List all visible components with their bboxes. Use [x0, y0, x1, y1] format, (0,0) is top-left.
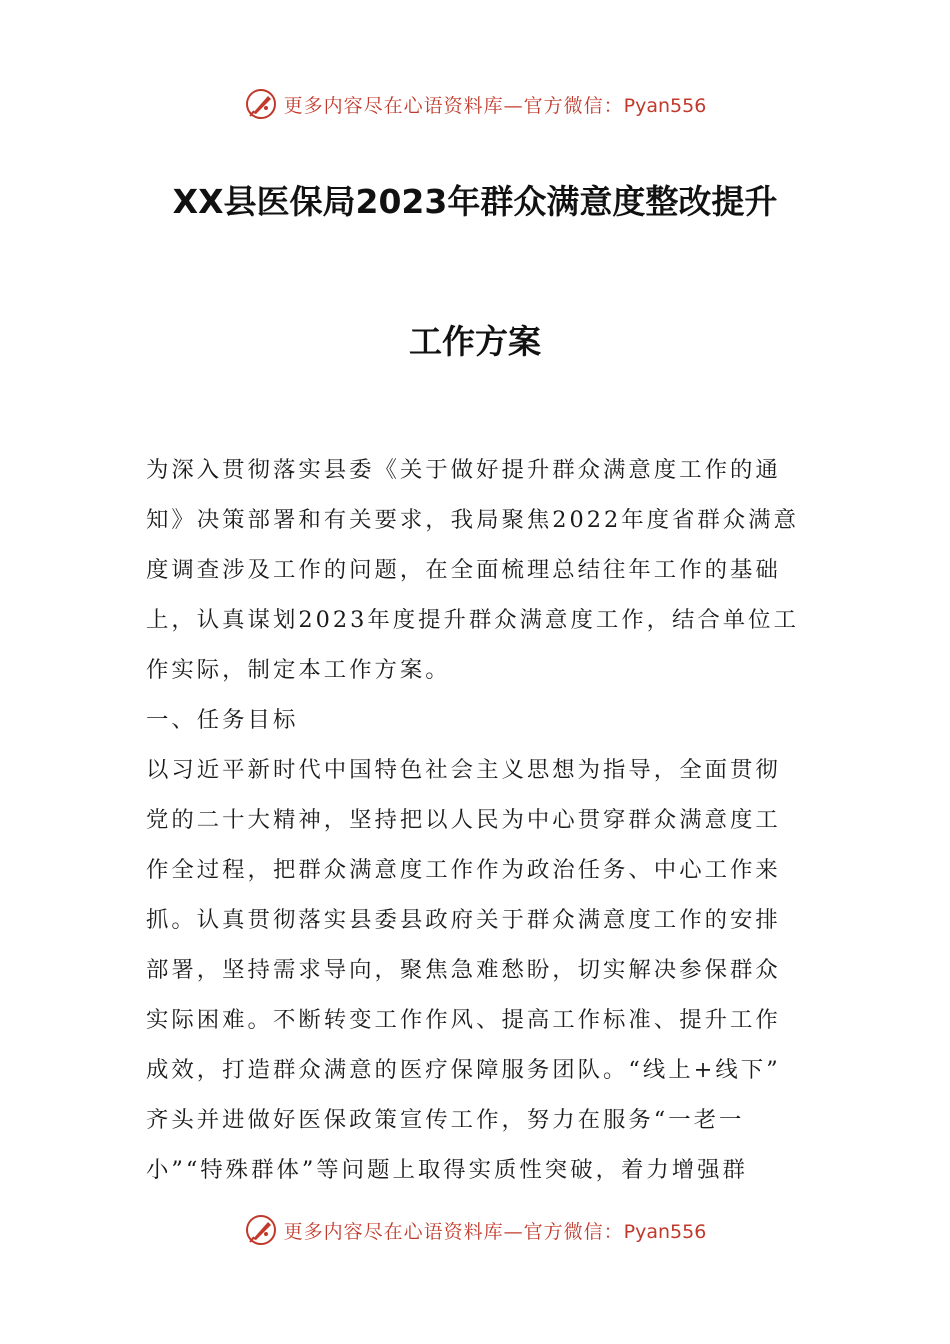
watermark-wechat-id: Pyan556: [623, 94, 707, 117]
body-line: 作实际，制定本工作方案。: [146, 657, 451, 683]
body-line: 部署，坚持需求导向，聚焦急难愁盼，切实解决参保群众: [146, 957, 781, 983]
body-line: 作全过程，把群众满意度工作作为政治任务、中心工作来: [146, 857, 781, 883]
quill-logo-icon: [244, 1213, 278, 1247]
watermark-footer: [0, 1210, 950, 1250]
body-line: 知》决策部署和有关要求，我局聚焦2022年度省群众满意: [146, 507, 799, 533]
watermark-text: [284, 91, 707, 118]
watermark-text: [284, 1217, 707, 1244]
section-heading: 一、任务目标: [146, 707, 299, 733]
body-line: 度调查涉及工作的问题，在全面梳理总结往年工作的基础: [146, 557, 781, 583]
body-line: 上，认真谋划2023年度提升群众满意度工作，结合单位工: [146, 607, 799, 633]
document-title-line-2: 工作方案: [409, 322, 541, 361]
body-line: 成效，打造群众满意的医疗保障服务团队。“线上+线下”: [146, 1057, 781, 1083]
document-body: [146, 445, 806, 1195]
watermark-header: [0, 84, 950, 124]
body-line: 抓。认真贯彻落实县委县政府关于群众满意度工作的安排: [146, 907, 781, 933]
body-line: 实际困难。不断转变工作作风、提高工作标准、提升工作: [146, 1007, 781, 1033]
document-title-line-1: XX县医保局2023年群众满意度整改提升: [172, 182, 778, 221]
quill-logo-icon: [244, 87, 278, 121]
watermark-label: 更多内容尽在心语资料库—官方微信：: [283, 94, 624, 117]
watermark-label: 更多内容尽在心语资料库—官方微信：: [283, 1220, 624, 1243]
body-line: 以习近平新时代中国特色社会主义思想为指导，全面贯彻: [146, 757, 781, 783]
body-line: 党的二十大精神，坚持把以人民为中心贯穿群众满意度工: [146, 807, 781, 833]
watermark-wechat-id: Pyan556: [623, 1220, 707, 1243]
body-line: 齐头并进做好医保政策宣传工作，努力在服务“一老一: [146, 1107, 745, 1133]
body-line: 为深入贯彻落实县委《关于做好提升群众满意度工作的通: [146, 457, 781, 483]
body-line: 小”“特殊群体”等问题上取得实质性突破，着力增强群: [146, 1157, 748, 1183]
